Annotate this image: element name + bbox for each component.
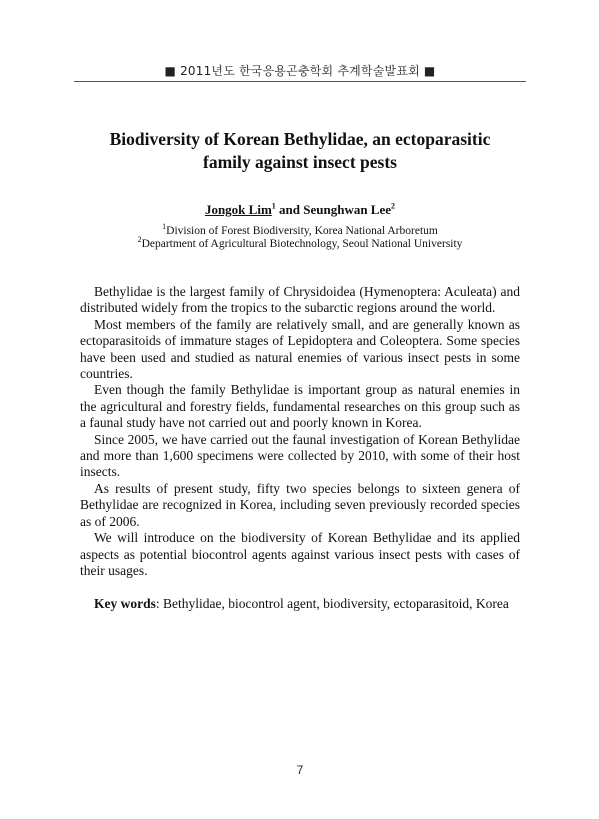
author-line [0, 202, 600, 218]
affiliation-2-text: Department of Agricultural Biotechnology, Seoul National University [141, 238, 463, 250]
affiliation-1-mark: 1 [162, 222, 167, 232]
affiliation-2-mark: 2 [137, 235, 142, 245]
title-line-2: family against insect pests [203, 152, 397, 172]
abstract-paragraph: Most members of the family are relatively small, and are generally known as ectoparasitoids of immature stages of Lepidoptera and Coleoptera. Some species have been used and studied as natural enemies of various insect pests in some countries. [80, 316, 520, 382]
author-1-name: Jongok Lim [204, 202, 272, 217]
author-2-name: Seunghwan Lee [303, 202, 392, 217]
affiliation-1 [0, 222, 600, 237]
abstract-paragraph: Bethylidae is the largest family of Chrysidoidea (Hymenoptera: Aculeata) and distributed widely from the tropics to the subarctic regions around the world. [80, 284, 520, 316]
keywords-label: Key words [94, 596, 156, 611]
abstract-paragraph: Since 2005, we have carried out the faunal investigation of Korean Bethylidae and more than 1,600 specimens were collected by 2010, with some of their host insects. [80, 431, 520, 480]
affiliation-1-text: Division of Forest Biodiversity, Korea National Arboretum [166, 225, 438, 237]
header-rule [74, 81, 526, 82]
running-header: ■ 2011년도 한국응용곤충학회 추계학술발표회 ■ [164, 64, 436, 78]
abstract-paragraph: As results of present study, fifty two species belongs to sixteen genera of Bethylidae are recognized in Korea, including seven previously recorded species as of 2006. [80, 480, 520, 529]
keywords-line [94, 596, 534, 612]
title-line-1: Biodiversity of Korean Bethylidae, an ectoparasitic [109, 129, 491, 149]
affiliation-2 [0, 235, 600, 250]
page-number: 7 [296, 763, 304, 777]
abstract-paragraph: We will introduce on the biodiversity of Korean Bethylidae and its applied aspects as potential biocontrol agents against various insect pests with cases of their usages. [80, 530, 520, 578]
article-title [60, 128, 540, 174]
keywords-separator: : [155, 596, 164, 611]
abstract-body [80, 284, 520, 579]
keywords-list: Bethylidae, biocontrol agent, biodiversity, ectoparasitoid, Korea [163, 596, 509, 611]
author-1-affiliation-mark: 1 [271, 201, 276, 211]
author-joiner: and [275, 202, 304, 217]
abstract-paragraph: Even though the family Bethylidae is important group as natural enemies in the agricultural and forestry fields, fundamental researches on this group such as a faunal study have not carried out and poorly known in Korea. [80, 382, 520, 431]
author-2-affiliation-mark: 2 [391, 201, 396, 211]
